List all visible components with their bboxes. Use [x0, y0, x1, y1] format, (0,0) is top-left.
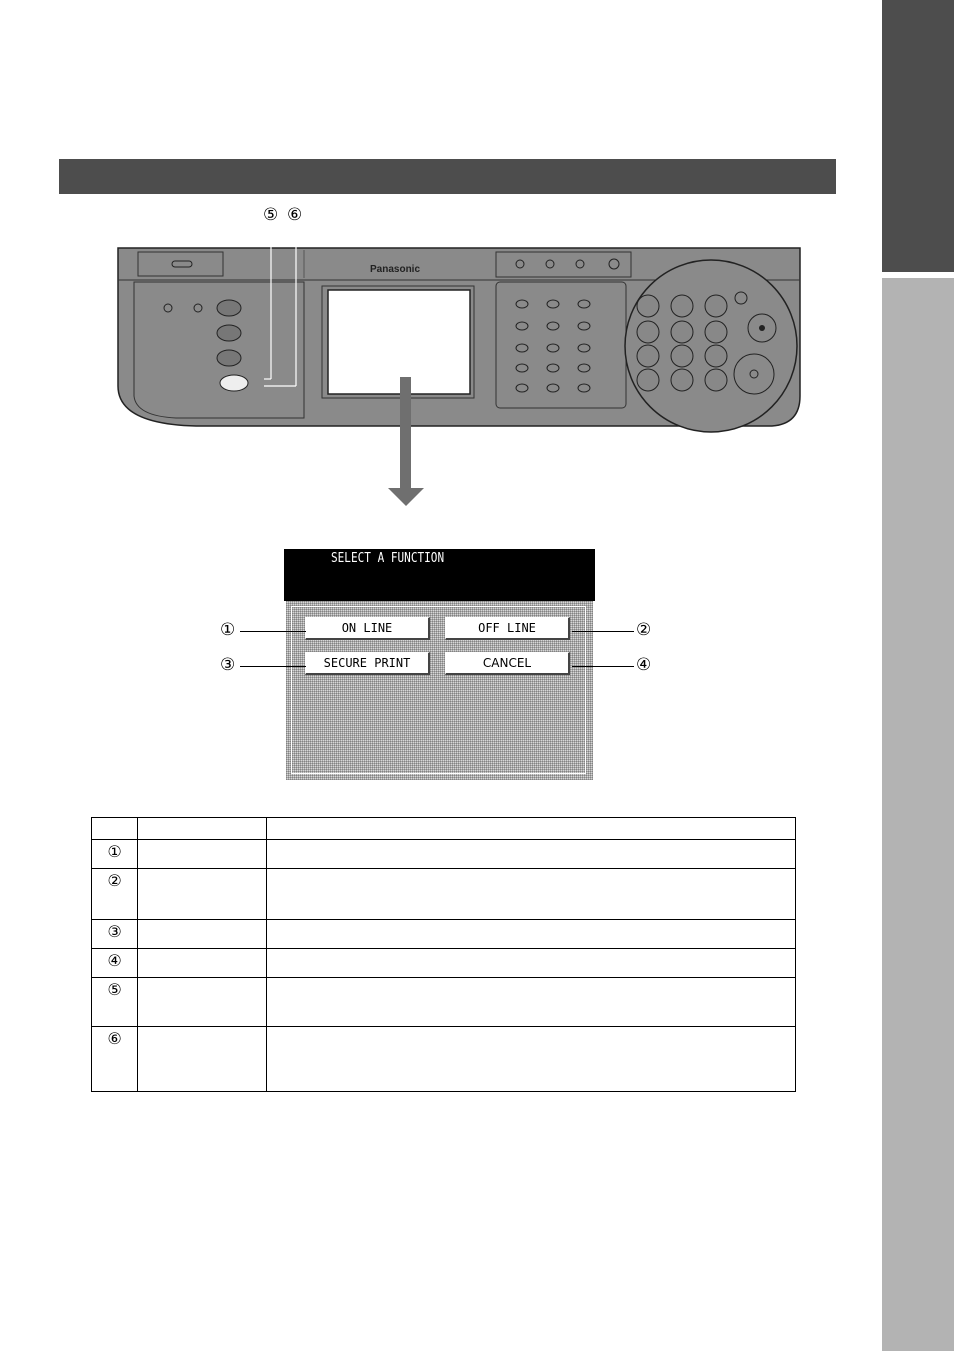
table-row — [92, 920, 796, 949]
table-row — [92, 840, 796, 869]
row-name — [138, 840, 267, 869]
callout-6: ⑥ — [287, 205, 303, 225]
row-number: ④ — [92, 949, 138, 978]
row-number: ⑤ — [92, 978, 138, 1027]
cancel-button[interactable]: CANCEL — [445, 652, 570, 675]
callout-1: ① — [220, 620, 236, 640]
brand-logo: Panasonic — [370, 264, 421, 275]
row-name — [138, 920, 267, 949]
on-line-button[interactable]: ON LINE — [305, 617, 430, 640]
row-name — [138, 1027, 267, 1092]
lcd-title: SELECT A FUNCTION — [331, 551, 445, 566]
lcd-body — [286, 601, 593, 780]
table-row — [92, 869, 796, 920]
arrow-head — [388, 488, 424, 506]
row-name — [138, 978, 267, 1027]
side-tab-active — [882, 0, 954, 272]
table-row — [92, 1027, 796, 1092]
table-row — [92, 978, 796, 1027]
row-description — [267, 869, 796, 920]
row-number: ① — [92, 840, 138, 869]
lcd-title-bar — [284, 549, 595, 601]
arrow-shaft — [400, 377, 411, 489]
row-number: ② — [92, 869, 138, 920]
control-panel-illustration — [116, 246, 806, 436]
header-cell — [138, 818, 267, 840]
off-line-button[interactable]: OFF LINE — [445, 617, 570, 640]
row-name — [138, 869, 267, 920]
header-cell — [92, 818, 138, 840]
callout-2: ② — [636, 620, 652, 640]
table-header-row — [92, 818, 796, 840]
leader-2 — [572, 631, 634, 632]
row-description — [267, 920, 796, 949]
table-row — [92, 949, 796, 978]
row-description — [267, 1027, 796, 1092]
lcd-screen — [284, 549, 595, 782]
row-description — [267, 949, 796, 978]
section-header-bar — [59, 159, 836, 194]
row-number: ⑥ — [92, 1027, 138, 1092]
callout-3: ③ — [220, 655, 236, 675]
description-table — [91, 817, 796, 1092]
row-description — [267, 978, 796, 1027]
row-name — [138, 949, 267, 978]
leader-4 — [572, 666, 634, 667]
row-number: ③ — [92, 920, 138, 949]
header-cell — [267, 818, 796, 840]
side-tab — [882, 278, 954, 1351]
leader-3 — [240, 666, 306, 667]
row-description — [267, 840, 796, 869]
secure-print-button[interactable]: SECURE PRINT — [305, 652, 430, 675]
leader-1 — [240, 631, 306, 632]
callout-5: ⑤ — [263, 205, 279, 225]
callout-4: ④ — [636, 655, 652, 675]
